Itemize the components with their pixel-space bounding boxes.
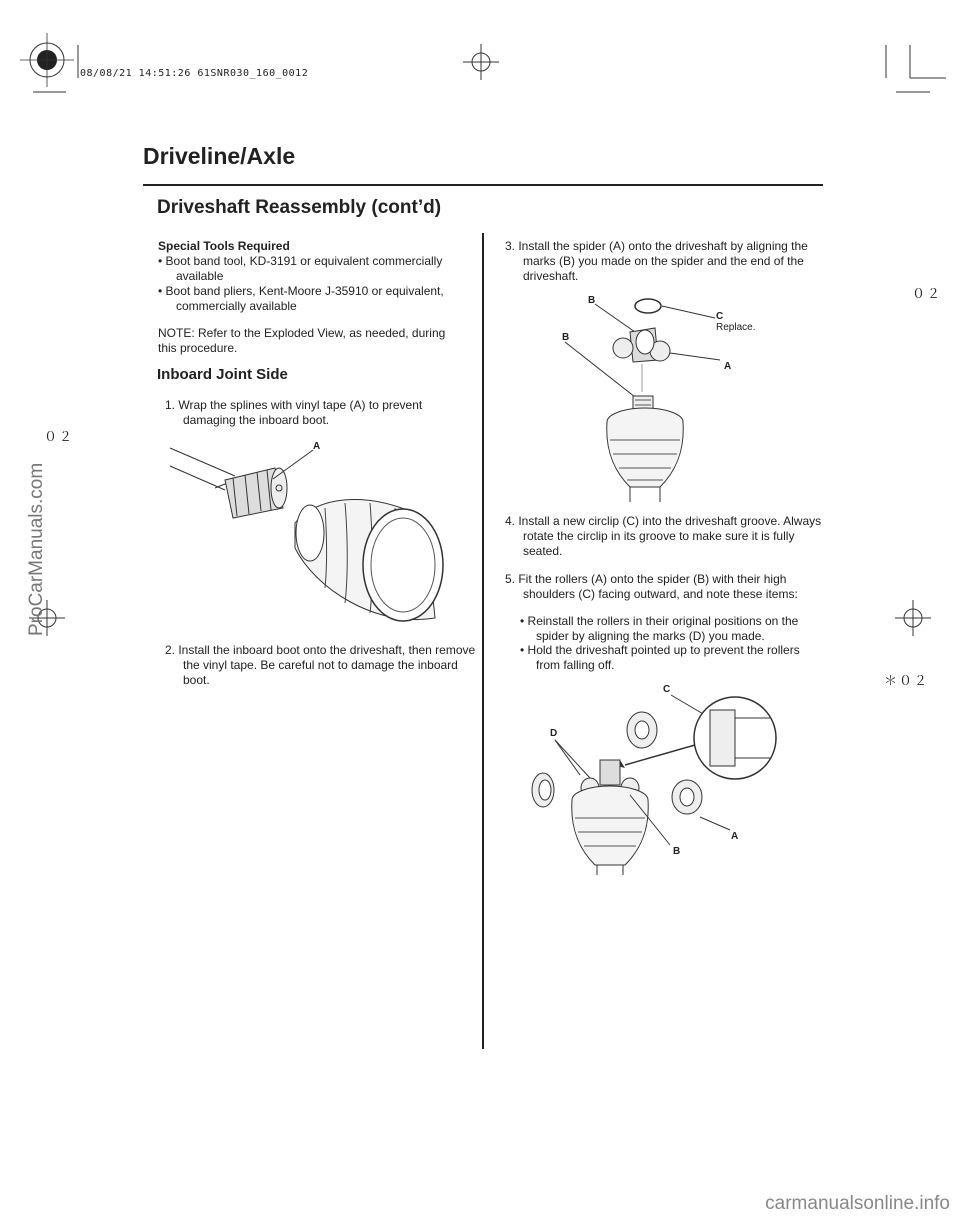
footer-watermark: carmanualsonline.info [765, 1193, 950, 1214]
tool-item: • Boot band tool, KD-3191 or equivalent commercially available [158, 254, 443, 283]
figure-boot-install [165, 438, 465, 638]
callout-c: C [663, 684, 671, 695]
leader-line [670, 353, 720, 360]
column-divider [482, 233, 484, 1049]
tool-item: • Boot band pliers, Kent-Moore J-35910 or equivalent, commercially available [158, 284, 444, 313]
step-1: 1. Wrap the splines with vinyl tape (A) to prevent damaging the inboard boot. [165, 398, 423, 427]
leader-line [662, 306, 715, 318]
leader-line [273, 450, 313, 479]
callout-a: A [731, 831, 739, 842]
margin-mark: ＊０２ [884, 674, 930, 689]
leader-line [555, 740, 580, 775]
callout-a: A [724, 361, 732, 372]
leader-line [595, 304, 635, 332]
subheading: Inboard Joint Side [157, 366, 288, 383]
step-3: 3. Install the spider (A) onto the driveshaft by aligning the marks (B) you made on the spider and the end of the driveshaft. [505, 239, 808, 283]
print-stamp: 08/08/21 14:51:26 61SNR030_160_0012 [80, 68, 309, 79]
callout-a: A [313, 441, 321, 452]
callout-d: D [550, 728, 558, 739]
callout-b: B [588, 295, 596, 306]
callout-b: B [562, 332, 570, 343]
title-rule [143, 184, 823, 186]
leader-line [555, 740, 590, 778]
step-4: 4. Install a new circlip (C) into the driveshaft groove. Always rotate the circlip in its groove to make sure it is fully seated. [505, 514, 822, 558]
tools-heading: Special Tools Required [158, 239, 290, 253]
figure-spider-install [555, 292, 815, 512]
leader-line [700, 817, 730, 830]
bullet-item: • Hold the driveshaft pointed up to prevent the rollers from falling off. [520, 643, 800, 672]
callout-note: Replace. [716, 322, 756, 333]
section-title: Driveshaft Reassembly (cont’d) [157, 197, 442, 218]
step-5: 5. Fit the rollers (A) onto the spider (B) with their high shoulders (C) facing outward, and note these items: [505, 572, 798, 601]
bullet-item: • Reinstall the rollers in their original positions on the spider by aligning the marks (D) you made. [520, 614, 799, 643]
callout-c: C [716, 311, 724, 322]
margin-mark: ０２ [912, 287, 943, 302]
callout-b: B [673, 846, 681, 857]
margin-mark: ０２ [44, 430, 75, 445]
figure-roller-install [525, 690, 785, 880]
page-title: Driveline/Axle [143, 143, 296, 169]
step-2: 2. Install the inboard boot onto the driveshaft, then remove the vinyl tape. Be careful not to damage the inboard boot. [165, 643, 476, 687]
side-watermark: ProCarManuals.com [26, 462, 47, 636]
note-text: NOTE: Refer to the Exploded View, as needed, during this procedure. [158, 326, 446, 355]
